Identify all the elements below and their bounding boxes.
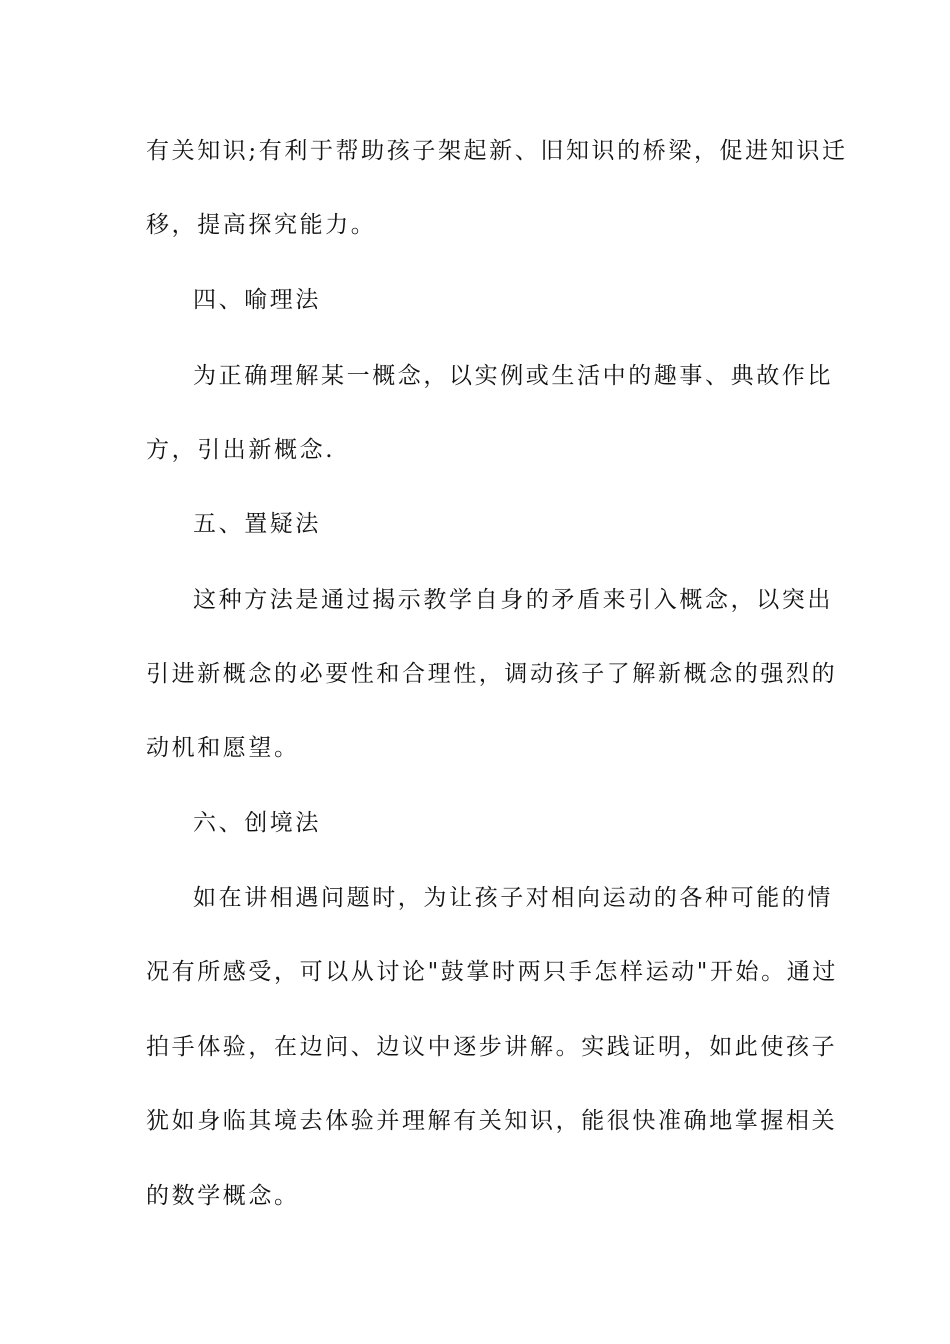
paragraph-line: 为正确理解某一概念，以实例或生活中的趣事、典故作比 <box>193 363 833 389</box>
paragraph-line: 有关知识;有利于帮助孩子架起新、旧知识的桥梁，促进知识迁 <box>146 138 848 164</box>
paragraph-line: 这种方法是通过揭示教学自身的矛盾来引入概念，以突出 <box>193 587 833 613</box>
section-heading-questioning-method: 五、置疑法 <box>193 511 321 537</box>
section-heading-metaphor-method: 四、喻理法 <box>193 287 321 313</box>
paragraph-line: 如在讲相遇问题时，为让孩子对相向运动的各种可能的情 <box>193 885 833 911</box>
paragraph-line: 动机和愿望。 <box>146 735 300 761</box>
paragraph-line: 的数学概念。 <box>146 1183 300 1209</box>
paragraph-line: 犹如身临其境去体验并理解有关知识，能很快准确地掌握相关 <box>146 1108 838 1134</box>
section-heading-situation-method: 六、创境法 <box>193 810 321 836</box>
paragraph-line: 况有所感受，可以从讨论"鼓掌时两只手怎样运动"开始。通过 <box>146 959 838 985</box>
paragraph-line: 引进新概念的必要性和合理性，调动孩子了解新概念的强烈的 <box>146 661 838 687</box>
paragraph-line: 移，提高探究能力。 <box>146 212 377 238</box>
paragraph-line: 拍手体验，在边问、边议中逐步讲解。实践证明，如此使孩子 <box>146 1034 838 1060</box>
paragraph-line: 方，引出新概念. <box>146 437 336 463</box>
